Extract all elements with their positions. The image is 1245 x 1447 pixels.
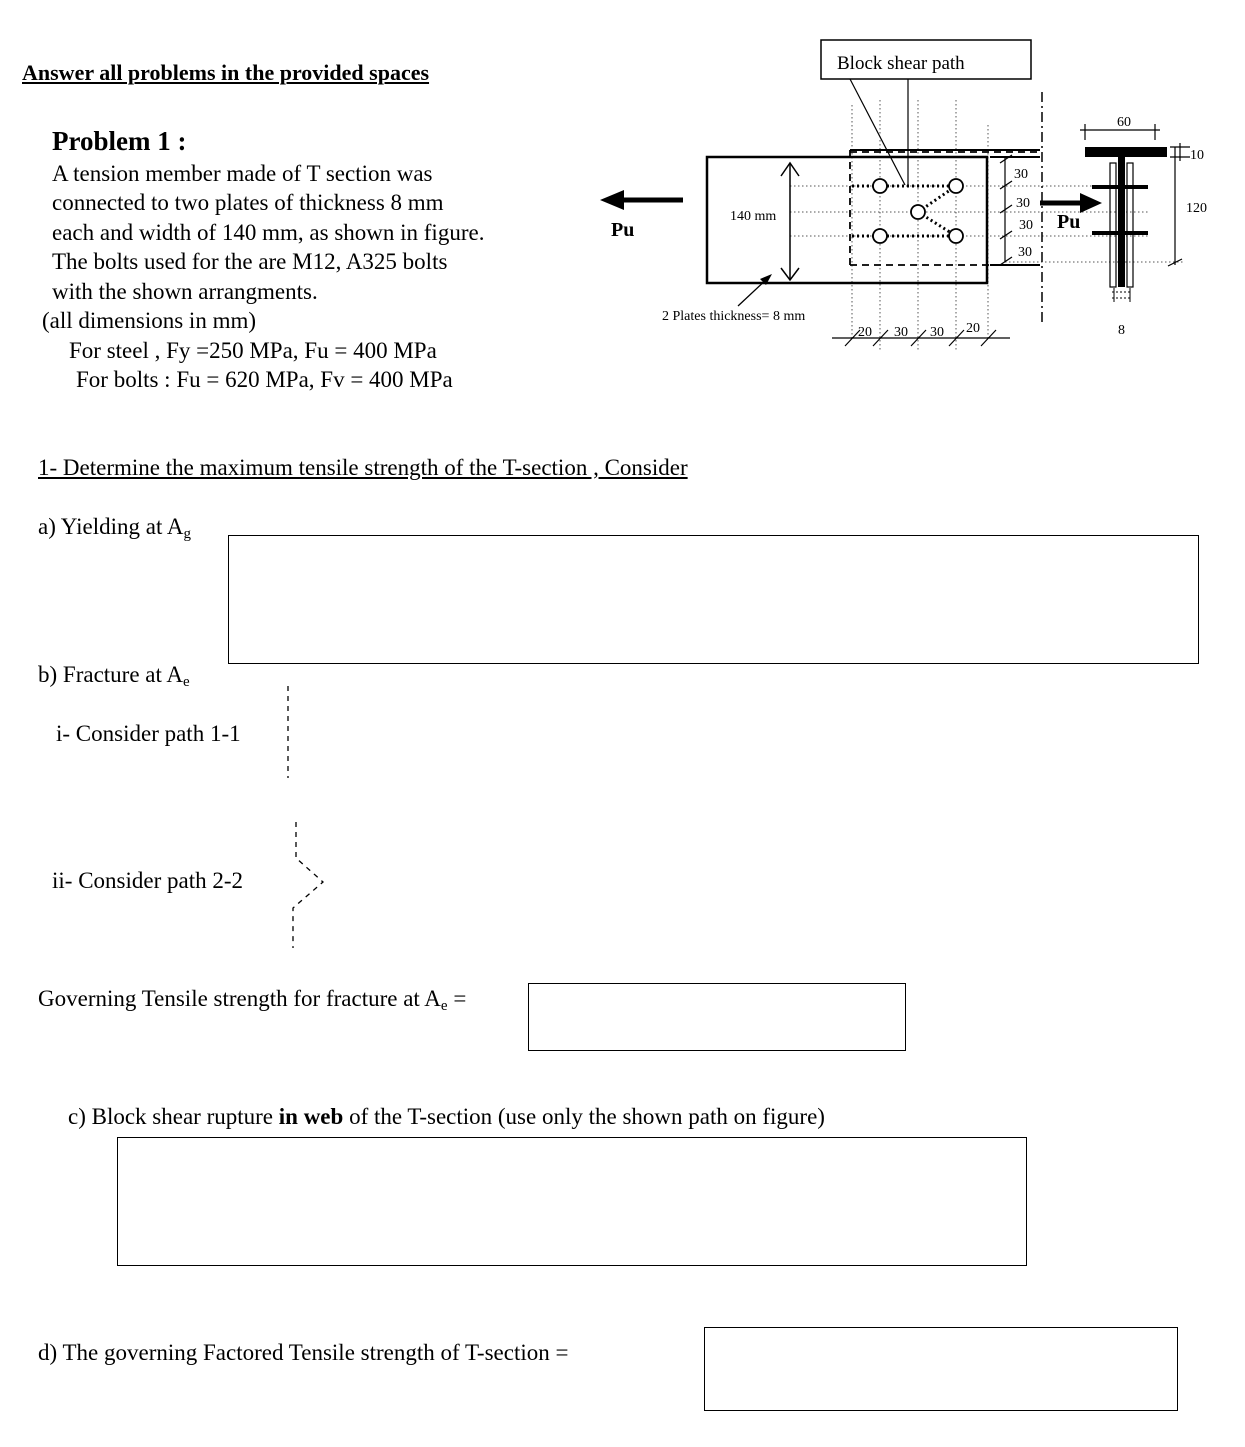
block-shear-label: Block shear path — [837, 53, 965, 74]
steel-properties: For steel , Fy =250 MPa, Fu = 400 MPa — [69, 338, 437, 363]
flange-thickness: 10 — [1190, 148, 1204, 163]
spacing-bottom: 30 — [930, 325, 944, 340]
load-label-right: Pu — [1057, 211, 1081, 233]
load-label-left: Pu — [611, 219, 635, 241]
question-main: 1- Determine the maximum tensile strength of the T-section , Consider — [38, 455, 688, 480]
plate-gap: 8 — [1118, 323, 1125, 338]
description-line: each and width of 140 mm, as shown in figure. — [52, 220, 485, 245]
governing-fracture-answer-box[interactable] — [528, 983, 906, 1051]
spacing-right: 30 — [1014, 167, 1028, 182]
description-line: connected to two plates of thickness 8 mm — [52, 190, 444, 215]
path-2-2-sketch — [285, 818, 335, 953]
plates-label: 2 Plates thickness= 8 mm — [662, 309, 806, 324]
section-width: 60 — [1117, 115, 1131, 130]
gauge-lines — [852, 100, 988, 350]
spacing-bottom: 20 — [858, 325, 872, 340]
connection-figure — [590, 30, 1230, 360]
part-c-answer-box[interactable] — [117, 1137, 1027, 1266]
path-1-1-sketch — [280, 682, 300, 782]
part-b-i-label: i- Consider path 1-1 — [56, 721, 241, 746]
spacing-right: 30 — [1016, 196, 1030, 211]
description-line: with the shown arrangments. — [52, 279, 318, 304]
spacing-right: 30 — [1019, 218, 1033, 233]
spacing-right: 30 — [1018, 245, 1032, 260]
bolt-properties: For bolts : Fu = 620 MPa, Fv = 400 MPa — [76, 367, 453, 392]
part-c-label: c) Block shear rupture in web of the T-section (use only the shown path on figure) — [68, 1104, 825, 1129]
part-a-label: a) Yielding at $A_g$ — [38, 514, 191, 542]
dimensions-note: (all dimensions in mm) — [42, 308, 257, 333]
spacing-bottom: 30 — [894, 325, 908, 340]
description-line: A tension member made of T section was — [52, 161, 433, 186]
description-line: The bolts used for the are M12, A325 bolts — [52, 249, 448, 274]
block-shear-path — [852, 186, 956, 236]
width-label: 140 mm — [730, 209, 777, 224]
part-a-answer-box[interactable] — [228, 535, 1199, 664]
part-b-ii-label: ii- Consider path 2-2 — [52, 868, 243, 893]
part-b-label: b) Fracture at $A_e$ — [38, 662, 190, 690]
t-section-cross-section — [1085, 147, 1167, 302]
instruction-header: Answer all problems in the provided spaces — [22, 60, 430, 85]
part-d-label: d) The governing Factored Tensile strength of T-section = — [38, 1340, 569, 1365]
problem-title: Problem 1 : — [52, 126, 187, 156]
spacing-bottom: 20 — [966, 321, 980, 336]
t-section-outline — [850, 150, 1040, 268]
governing-fracture-label: Governing Tensile strength for fracture at $A_e$ = — [38, 986, 467, 1014]
part-d-answer-box[interactable] — [704, 1327, 1178, 1411]
section-depth: 120 — [1186, 201, 1207, 216]
